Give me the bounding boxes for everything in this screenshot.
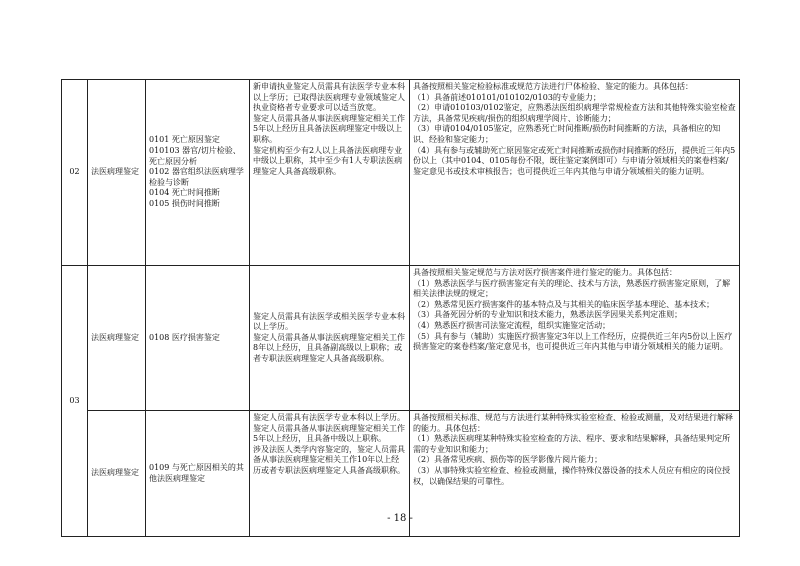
ability-text: （2）具备常见疾病、损伤等的医学影像片阅片能力； [413, 455, 603, 465]
subitem: 0105 损伤时间推断 [149, 198, 220, 208]
requirement-text: 新申请执业鉴定人员需具有法医学专业本科以上学历；已取得法医病理专业领域鉴定人执业资格者专业要求可以适当放宽。 [253, 82, 405, 113]
ability-text: （5）具有参与（辅助）实施医疗损害鉴定3年以上工作经历，应提供近三年内5份以上医疗损害鉴定的案卷档案/鉴定意见书，也可提供近三年内其他与申请分领域相关的能力证明。 [413, 331, 733, 352]
ability-text: （2）熟悉常见医疗损害案件的基本特点及与其相关的临床医学基本理论、基本技术； [413, 299, 715, 309]
subitem-list [146, 80, 250, 266]
ability-text: （4）熟悉医疗损害司法鉴定流程，组织实施鉴定活动； [413, 320, 611, 330]
ability-text: （1）熟悉法医病理某种特殊实验室检查的方法、程序、要求和结果解释，具备结果判定所需的专业知识和能力； [413, 434, 731, 454]
subitem: 010103 器官/切片检验、死亡原因分析 [149, 146, 241, 166]
subitem: 0109 与死亡原因相关的其他法医病理鉴定 [149, 462, 244, 483]
requirement-text: 鉴定人员需具备从事法医病理鉴定相关工作5年以上经历，且具备中级以上职称。 [253, 423, 405, 444]
table-row [62, 266, 740, 411]
ability-text: （3）申请0104/0105鉴定，应熟悉死亡时间推断/损伤时间推断的方法，具备相应的知识、经验和鉴定能力； [413, 124, 721, 144]
subitem: 0104 死亡时间推断 [149, 188, 220, 198]
subitem-list [146, 266, 250, 411]
subitem: 0108 医疗损害鉴定 [149, 332, 220, 342]
subitem: 0102 器官组织法医病理学检验与诊断 [149, 167, 244, 187]
personnel-requirements [250, 266, 410, 411]
ability-text: 具备按照相关标准、规范与方法进行某种特殊实验室检查、检验或测量，及对结果进行解释的能力。具体包括： [413, 413, 733, 433]
appraisal-type: 法医病理鉴定 [88, 411, 146, 537]
requirement-text: 鉴定人员需具备从事法医病理鉴定相关工作8年以上经历，且具备副高级以上职称；或者专职法医病理鉴定人具备高级职称。 [253, 332, 405, 363]
row-number: 02 [62, 80, 88, 266]
ability-text: （3）具备死因分析的专业知识和技术能力，熟悉法医学因果关系判定准则； [413, 310, 683, 320]
table-row [62, 80, 740, 266]
subitem: 0101 死亡原因鉴定 [149, 135, 220, 145]
ability-text: 具备按照相关鉴定规范与方法对医疗损害案件进行鉴定的能力。具体包括： [413, 268, 677, 277]
requirement-text: 鉴定人员需具有法医学或相关医学专业本科以上学历。 [253, 311, 405, 332]
ability-text: （4）具有参与或辅助死亡原因鉴定或死亡时间推断或损伤时间推断的经历，提供近三年内5份以上（其中0104、0105每份不限，既往鉴定案例即可）与申请分领域相关的案卷档案/鉴定意见书或技术审核报告；也可提供近三年内其他与申请分领域相关的能力证明。 [413, 145, 736, 176]
requirement-text: 鉴定人员需具备从事法医病理鉴定相关工作5年以上经历且具备法医病理鉴定中级以上职称。 [253, 113, 405, 144]
ability-text: （2）申请010103/0102鉴定，应熟悉法医组织病理学常规检查方法和其他特殊实验室检查方法，具备常见疾病/损伤的组织病理学阅片、诊断能力； [413, 103, 736, 123]
ability-text: （1）熟悉法医学与医疗损害鉴定有关的理论、技术与方法，熟悉医疗损害鉴定原则，了解相关法律法规的规定； [413, 278, 731, 299]
requirements-table [61, 79, 740, 537]
requirement-text: 鉴定人员需具有法医学专业本科以上学历。 [253, 413, 405, 422]
requirement-text: 涉及法医人类学内容鉴定的，鉴定人员需具备从事法医病理鉴定相关工作10年以上经历或者专职法医病理鉴定人具备高级职称。 [253, 444, 405, 475]
row-number: 03 [62, 266, 88, 537]
ability-text: （3）从事特殊实验室检查、检验或测量，操作特殊仪器设备的技术人员应有相应的岗位授权，以确保结果的可靠性。 [413, 465, 731, 486]
appraisal-type: 法医病理鉴定 [88, 266, 146, 411]
personnel-requirements [250, 80, 410, 266]
page-number: - 18 - [387, 513, 413, 524]
appraisal-type: 法医病理鉴定 [88, 80, 146, 266]
requirement-text: 鉴定机构至少有2人以上具备法医病理专业中级以上职称，其中至少有1人专职法医病理鉴定人具备高级职称。 [253, 145, 403, 176]
ability-requirements [410, 80, 740, 266]
ability-text: （1）具备前述010101/010102/0103的专业能力； [413, 92, 601, 102]
ability-text: 具备按照相关鉴定检验标准或规范方法进行尸体检验、鉴定的能力。具体包括： [413, 82, 693, 91]
ability-requirements [410, 266, 740, 411]
